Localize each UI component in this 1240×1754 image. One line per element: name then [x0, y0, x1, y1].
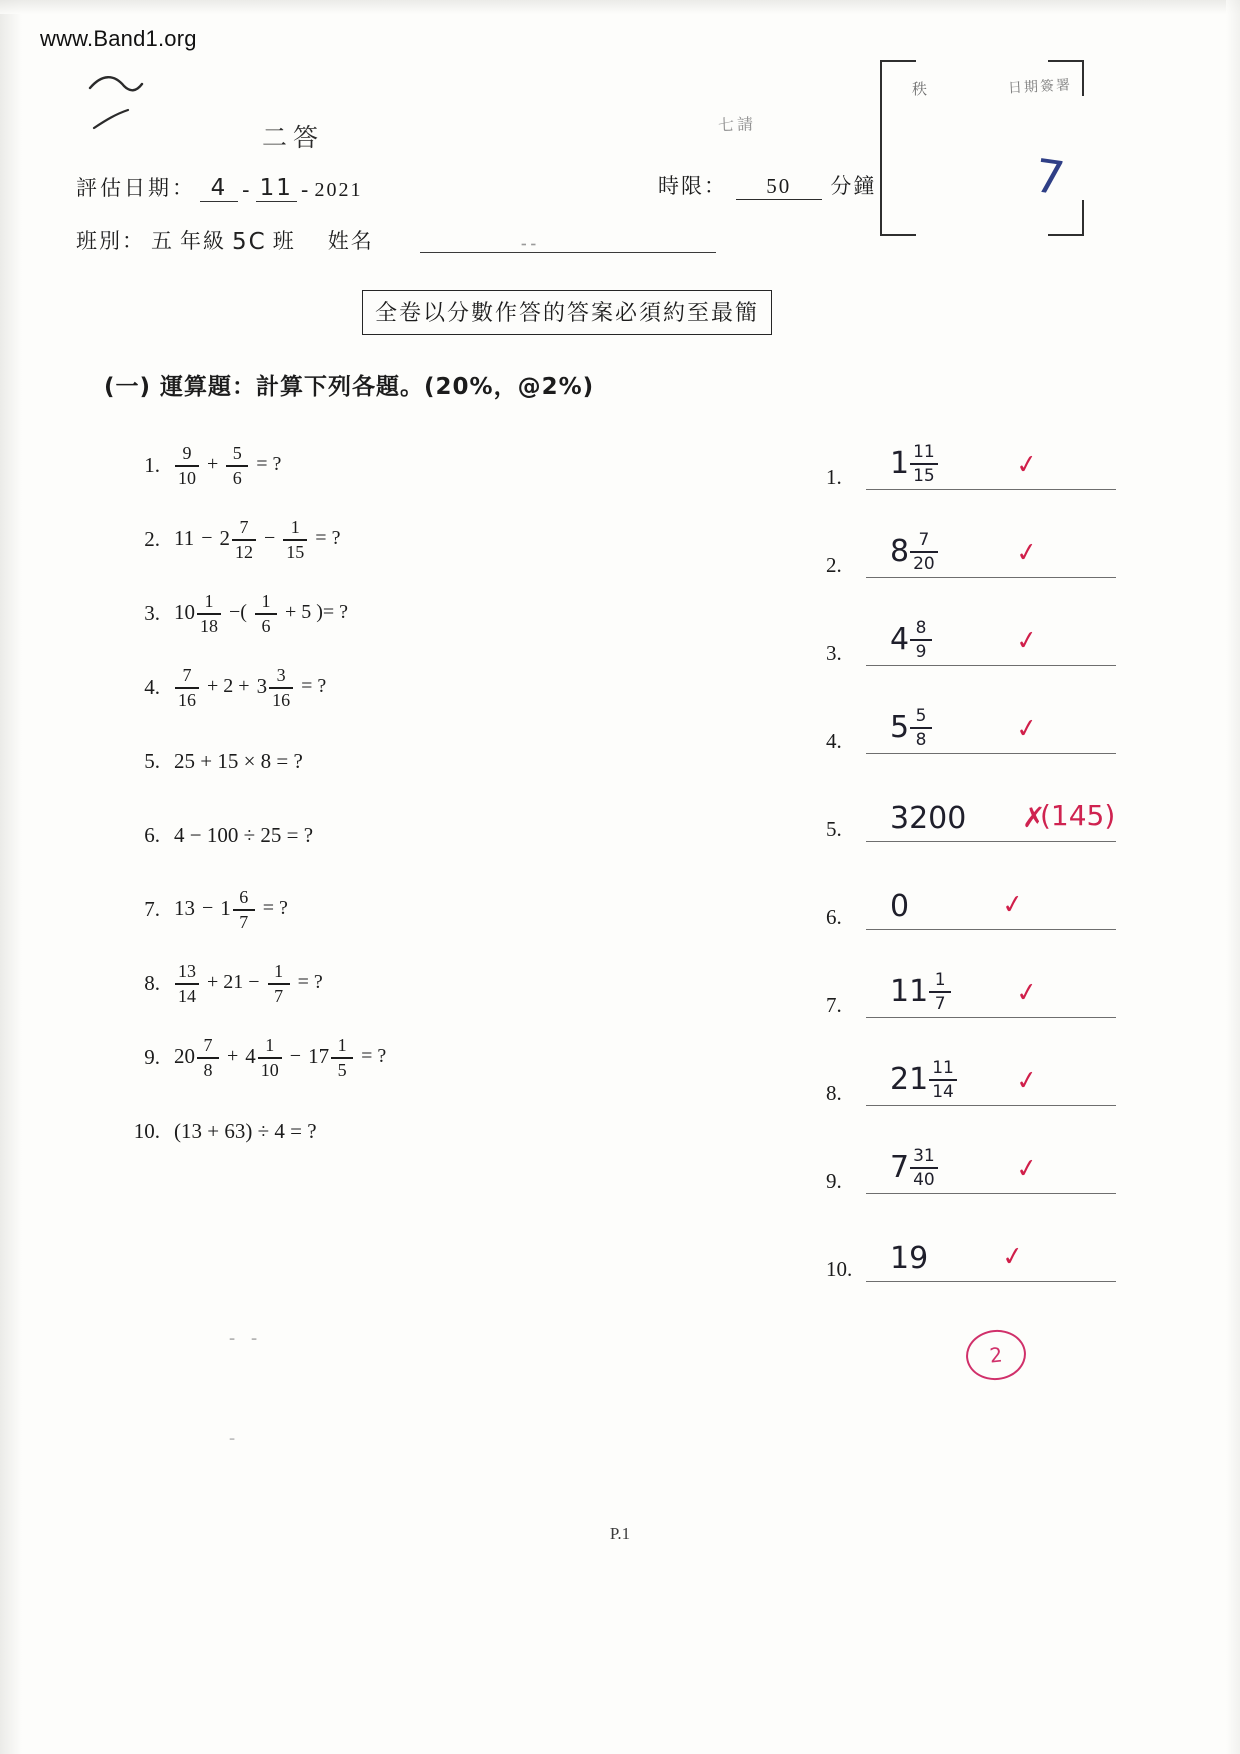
fraction-bar [175, 687, 199, 688]
question-number: 2. [144, 526, 160, 551]
assessment-date-row [76, 172, 362, 202]
answer-whole-part: 11 [890, 973, 929, 1009]
question-number: 5. [144, 748, 160, 773]
mixed-number [245, 1035, 283, 1079]
question-number: 3. [144, 600, 160, 625]
date-separator-1: - [242, 178, 252, 202]
fraction-numerator: 3 [276, 665, 286, 686]
question-fraction [255, 592, 277, 636]
page-number: P.1 [609, 1524, 631, 1543]
time-limit-row [658, 170, 876, 200]
question-expression [174, 443, 281, 487]
fraction-denominator: 9 [915, 641, 927, 662]
grade-word: 年級 [180, 229, 226, 253]
mixed-whole-part: 10 [174, 600, 195, 625]
math-operator: = ? [301, 675, 327, 698]
fraction-denominator: 16 [178, 689, 196, 710]
fraction-numerator: 13 [178, 961, 196, 982]
answer-write-line[interactable] [866, 1193, 1116, 1194]
math-operator: = ? [262, 897, 288, 920]
name-label: 姓名 [327, 229, 374, 253]
class-label: 班別： [76, 229, 145, 253]
teacher-tick-icon: ✓ [1000, 888, 1026, 922]
fraction-bar [910, 1167, 938, 1169]
answer-fraction [910, 531, 938, 573]
math-operator: = ? [256, 453, 282, 476]
stamp-label-right: 日期簽署 [1007, 77, 1073, 97]
teacher-circle-note: 2 [964, 1327, 1029, 1383]
question-expression [174, 1119, 317, 1144]
math-text: 11 [174, 526, 195, 551]
answer-write-line[interactable] [866, 1017, 1116, 1018]
fraction-numerator: 1 [290, 517, 300, 538]
fraction-bar [197, 613, 221, 614]
math-operator: − [202, 897, 214, 920]
fraction-denominator: 10 [260, 1059, 279, 1080]
question-fraction [283, 518, 307, 562]
class-row [76, 225, 374, 255]
fraction-numerator: 5 [915, 706, 927, 727]
answer-fraction [910, 619, 932, 661]
fraction-denominator: 14 [178, 985, 196, 1006]
fraction-bar [283, 539, 307, 540]
teacher-tick-icon: ✓ [1014, 976, 1040, 1010]
answer-write-line[interactable] [866, 489, 1116, 490]
teacher-tick-icon: ✓ [1014, 1152, 1040, 1186]
answer-whole-part: 7 [890, 1149, 910, 1185]
answer-number: 4. [826, 729, 842, 753]
fraction-denominator: 18 [200, 615, 218, 636]
fraction-bar [226, 465, 248, 466]
answer-row[interactable] [826, 848, 1126, 936]
mixed-number [257, 665, 295, 709]
question-expression [174, 749, 303, 774]
answer-whole-part: 0 [890, 889, 910, 924]
name-input-line[interactable] [420, 252, 716, 253]
answer-handwritten-value [890, 442, 939, 484]
answer-whole-part: 21 [890, 1061, 929, 1097]
fraction-numerator: 1 [337, 1035, 347, 1056]
question-number: 4. [144, 674, 160, 699]
time-limit-label: 時限： [658, 174, 727, 198]
fraction-denominator: 40 [913, 1169, 935, 1190]
answer-row[interactable] [826, 1112, 1126, 1200]
answer-number: 8. [826, 1081, 842, 1105]
question-number: 1. [144, 452, 160, 477]
answer-handwritten-value [890, 801, 966, 836]
math-operator: − [264, 527, 276, 550]
mixed-fraction-part [331, 1036, 353, 1080]
math-text: (13 + 63) ÷ 4 = ? [174, 1118, 317, 1143]
math-operator: + [207, 453, 219, 476]
question-fraction [268, 962, 290, 1006]
scan-edge-top [0, 0, 1240, 14]
fraction-denominator: 8 [915, 729, 927, 750]
answer-handwritten-value [890, 970, 952, 1012]
mixed-whole-part: 1 [220, 896, 231, 921]
scan-edge-right [1226, 0, 1240, 1754]
answer-whole-part: 8 [890, 533, 910, 569]
math-text: 4 − 100 ÷ 25 = ? [174, 822, 314, 847]
fraction-numerator: 8 [915, 618, 927, 639]
fraction-numerator: 7 [239, 517, 249, 538]
signature-stamp-box [872, 54, 1090, 242]
answer-number: 7. [826, 993, 842, 1017]
mixed-whole-part: 2 [219, 526, 231, 551]
answer-column [826, 408, 1126, 1288]
fraction-numerator: 1 [274, 961, 284, 982]
question-row [108, 724, 748, 798]
instruction-banner: 全卷以分數作答的答案必須約至最簡 [362, 290, 772, 335]
date-day-field[interactable]: 4 [200, 177, 238, 202]
answer-handwritten-value [890, 530, 939, 572]
math-operator: −( [229, 601, 247, 624]
teacher-tick-icon: ✓ [1014, 1064, 1040, 1098]
fraction-bar [929, 1079, 957, 1081]
answer-row[interactable] [826, 760, 1126, 848]
answer-handwritten-value [890, 1146, 939, 1188]
grade-prefix: 五 [151, 229, 174, 253]
date-year: 2021 [314, 179, 363, 201]
fraction-bar [910, 727, 932, 729]
answer-handwritten-value [890, 706, 933, 748]
teacher-correction: (145) [1040, 799, 1116, 832]
answer-fraction [910, 707, 932, 749]
math-operator: = ? [315, 527, 341, 550]
math-operator: = ? [361, 1045, 387, 1068]
header-faint-note: 七請 [717, 114, 757, 135]
math-operator: + [227, 1045, 239, 1068]
answer-row[interactable] [826, 1024, 1126, 1112]
question-expression [174, 517, 340, 561]
fraction-denominator: 20 [913, 553, 935, 574]
class-value-field[interactable]: 5C [232, 229, 267, 255]
fraction-numerator: 1 [934, 970, 946, 991]
fraction-bar [929, 991, 951, 993]
fraction-denominator: 7 [239, 911, 249, 932]
mixed-whole-part: 17 [308, 1044, 330, 1069]
fraction-numerator: 5 [232, 443, 242, 464]
question-number: 9. [144, 1044, 160, 1069]
math-operator: − [289, 1045, 302, 1068]
fraction-numerator: 1 [261, 591, 271, 612]
question-expression [174, 823, 313, 848]
answer-whole-part: 19 [890, 1241, 929, 1276]
fraction-denominator: 15 [286, 541, 305, 562]
question-fraction [226, 444, 248, 488]
question-row [108, 650, 748, 724]
fraction-bar [197, 1057, 219, 1058]
answer-number: 3. [826, 641, 842, 665]
mixed-number [220, 887, 256, 931]
fraction-bar [232, 539, 256, 540]
fraction-denominator: 10 [178, 467, 196, 488]
fraction-denominator: 16 [272, 689, 291, 710]
teacher-cross-icon: ✗ [1022, 801, 1046, 834]
math-operator: = ? [297, 971, 323, 994]
answer-handwritten-value [890, 1241, 928, 1276]
fraction-denominator: 14 [932, 1081, 954, 1102]
fraction-numerator: 7 [203, 1035, 213, 1056]
teacher-tick-icon: ✓ [1014, 448, 1040, 482]
math-operator: + 2 + [207, 675, 250, 698]
mixed-fraction-part [197, 592, 221, 636]
answer-fraction [929, 1059, 957, 1101]
question-row [108, 1020, 748, 1094]
fraction-bar [233, 909, 255, 910]
stamp-handwritten-mark: 7 [1031, 148, 1068, 206]
handwriting-scribble-icon [84, 70, 204, 140]
fraction-bar [269, 687, 293, 688]
mixed-number [174, 591, 222, 635]
stamp-corner-bottom-left [880, 200, 916, 236]
math-text: 13 [174, 896, 195, 921]
assessment-date-label: 評估日期： [76, 176, 196, 200]
class-suffix: 班 [272, 229, 296, 253]
fraction-denominator: 6 [232, 467, 242, 488]
faint-mark-2: ⁃ [228, 1432, 240, 1449]
answer-write-line[interactable] [866, 1281, 1116, 1282]
question-number: 7. [144, 896, 160, 921]
question-row [108, 502, 748, 576]
fraction-numerator: 9 [182, 443, 192, 464]
page-title: 二答 [262, 123, 325, 152]
answer-fraction [929, 971, 951, 1013]
fraction-bar [910, 463, 938, 465]
answer-row[interactable] [826, 408, 1126, 496]
math-operator: − [201, 527, 213, 550]
answer-write-line[interactable] [866, 577, 1116, 578]
stamp-corner-bottom-right [1048, 200, 1084, 236]
answer-row[interactable] [826, 936, 1126, 1024]
question-row [108, 798, 748, 872]
mixed-number [174, 1035, 220, 1079]
fraction-numerator: 31 [913, 1146, 935, 1167]
answer-handwritten-value [890, 618, 933, 660]
fraction-denominator: 15 [913, 465, 935, 486]
question-expression [174, 591, 348, 635]
fraction-bar [331, 1057, 353, 1058]
date-month-field[interactable]: 11 [256, 177, 297, 202]
time-limit-value: 50 [736, 174, 822, 200]
answer-handwritten-value [890, 1058, 958, 1100]
answer-number: 1. [826, 465, 842, 489]
question-number: 8. [144, 970, 160, 995]
fraction-bar [910, 639, 932, 641]
answer-whole-part: 3200 [890, 801, 967, 836]
mixed-fraction-part [232, 518, 256, 562]
mixed-fraction-part [269, 666, 293, 710]
question-row [108, 872, 748, 946]
question-expression [174, 887, 288, 931]
mixed-fraction-part [233, 888, 255, 932]
fraction-denominator: 12 [235, 541, 254, 562]
mixed-fraction-part [258, 1036, 282, 1080]
question-expression [174, 665, 326, 709]
answer-handwritten-value [890, 889, 909, 924]
answer-fraction [910, 443, 938, 485]
fraction-bar [175, 465, 199, 466]
section-heading: (一) 運算題：計算下列各題。(20%，@2%) [104, 374, 595, 400]
mixed-number [220, 517, 258, 561]
question-number: 10. [133, 1118, 160, 1143]
question-row [108, 1094, 748, 1168]
scan-edge-left [0, 0, 22, 1754]
fraction-numerator: 1 [204, 591, 214, 612]
fraction-denominator: 7 [274, 985, 284, 1006]
time-limit-unit: 分鐘 [830, 174, 877, 198]
fraction-numerator: 11 [913, 442, 935, 463]
teacher-tick-icon: ✓ [1014, 536, 1040, 570]
answer-number: 9. [826, 1169, 842, 1193]
answer-write-line[interactable] [866, 1105, 1116, 1106]
answer-whole-part: 5 [890, 709, 910, 745]
question-number: 6. [144, 822, 160, 847]
question-row [108, 946, 748, 1020]
fraction-numerator: 7 [918, 530, 930, 551]
answer-whole-part: 1 [890, 445, 910, 481]
teacher-tick-icon: ✓ [1000, 1240, 1026, 1274]
fraction-denominator: 6 [261, 615, 271, 636]
question-fraction [175, 962, 199, 1006]
fraction-bar [268, 983, 290, 984]
fraction-numerator: 11 [932, 1058, 954, 1079]
answer-fraction [910, 1147, 938, 1189]
stamp-label-left: 秩 [912, 80, 930, 98]
question-row [108, 576, 748, 650]
name-field-smudge: ⁃⁃ [520, 238, 539, 254]
mixed-fraction-part [197, 1036, 219, 1080]
mixed-whole-part: 4 [245, 1044, 256, 1069]
teacher-tick-icon: ✓ [1014, 624, 1040, 658]
fraction-denominator: 5 [337, 1059, 347, 1080]
fraction-bar [258, 1057, 282, 1058]
question-expression [174, 1035, 386, 1079]
question-fraction [175, 666, 199, 710]
answer-row[interactable] [826, 1200, 1126, 1288]
fraction-numerator: 1 [265, 1035, 275, 1056]
answer-row[interactable] [826, 672, 1126, 760]
answer-write-line[interactable] [866, 753, 1116, 754]
teacher-tick-icon: ✓ [1014, 712, 1040, 746]
answer-write-line[interactable] [866, 665, 1116, 666]
faint-mark-1: ⁃ ⁃ [228, 1332, 263, 1349]
answer-row[interactable] [826, 496, 1126, 584]
answer-write-line[interactable] [866, 929, 1116, 930]
stamp-corner-top-left [880, 60, 916, 96]
date-separator-2: - [300, 178, 311, 202]
answer-write-line[interactable] [866, 841, 1116, 842]
answer-number: 10. [826, 1257, 853, 1281]
fraction-denominator: 8 [203, 1059, 213, 1080]
answer-whole-part: 4 [890, 621, 910, 657]
answer-number: 5. [826, 817, 842, 841]
math-operator: + 21 − [207, 971, 260, 994]
question-expression [174, 961, 323, 1005]
mixed-whole-part: 3 [256, 674, 268, 699]
fraction-bar [175, 983, 199, 984]
fraction-denominator: 7 [934, 993, 946, 1014]
mixed-whole-part: 20 [174, 1044, 195, 1069]
question-row [108, 428, 748, 502]
question-list [108, 428, 748, 1168]
fraction-bar [910, 551, 938, 553]
answer-row[interactable] [826, 584, 1126, 672]
answer-number: 2. [826, 553, 842, 577]
math-text: 25 + 15 × 8 = ? [174, 748, 303, 773]
fraction-numerator: 6 [239, 887, 249, 908]
question-fraction [175, 444, 199, 488]
site-watermark: www.Band1.org [40, 26, 197, 51]
answer-number: 6. [826, 905, 842, 929]
math-operator: + 5 )= ? [284, 601, 349, 624]
fraction-numerator: 7 [182, 665, 192, 686]
mixed-number [308, 1035, 354, 1079]
fraction-bar [255, 613, 277, 614]
